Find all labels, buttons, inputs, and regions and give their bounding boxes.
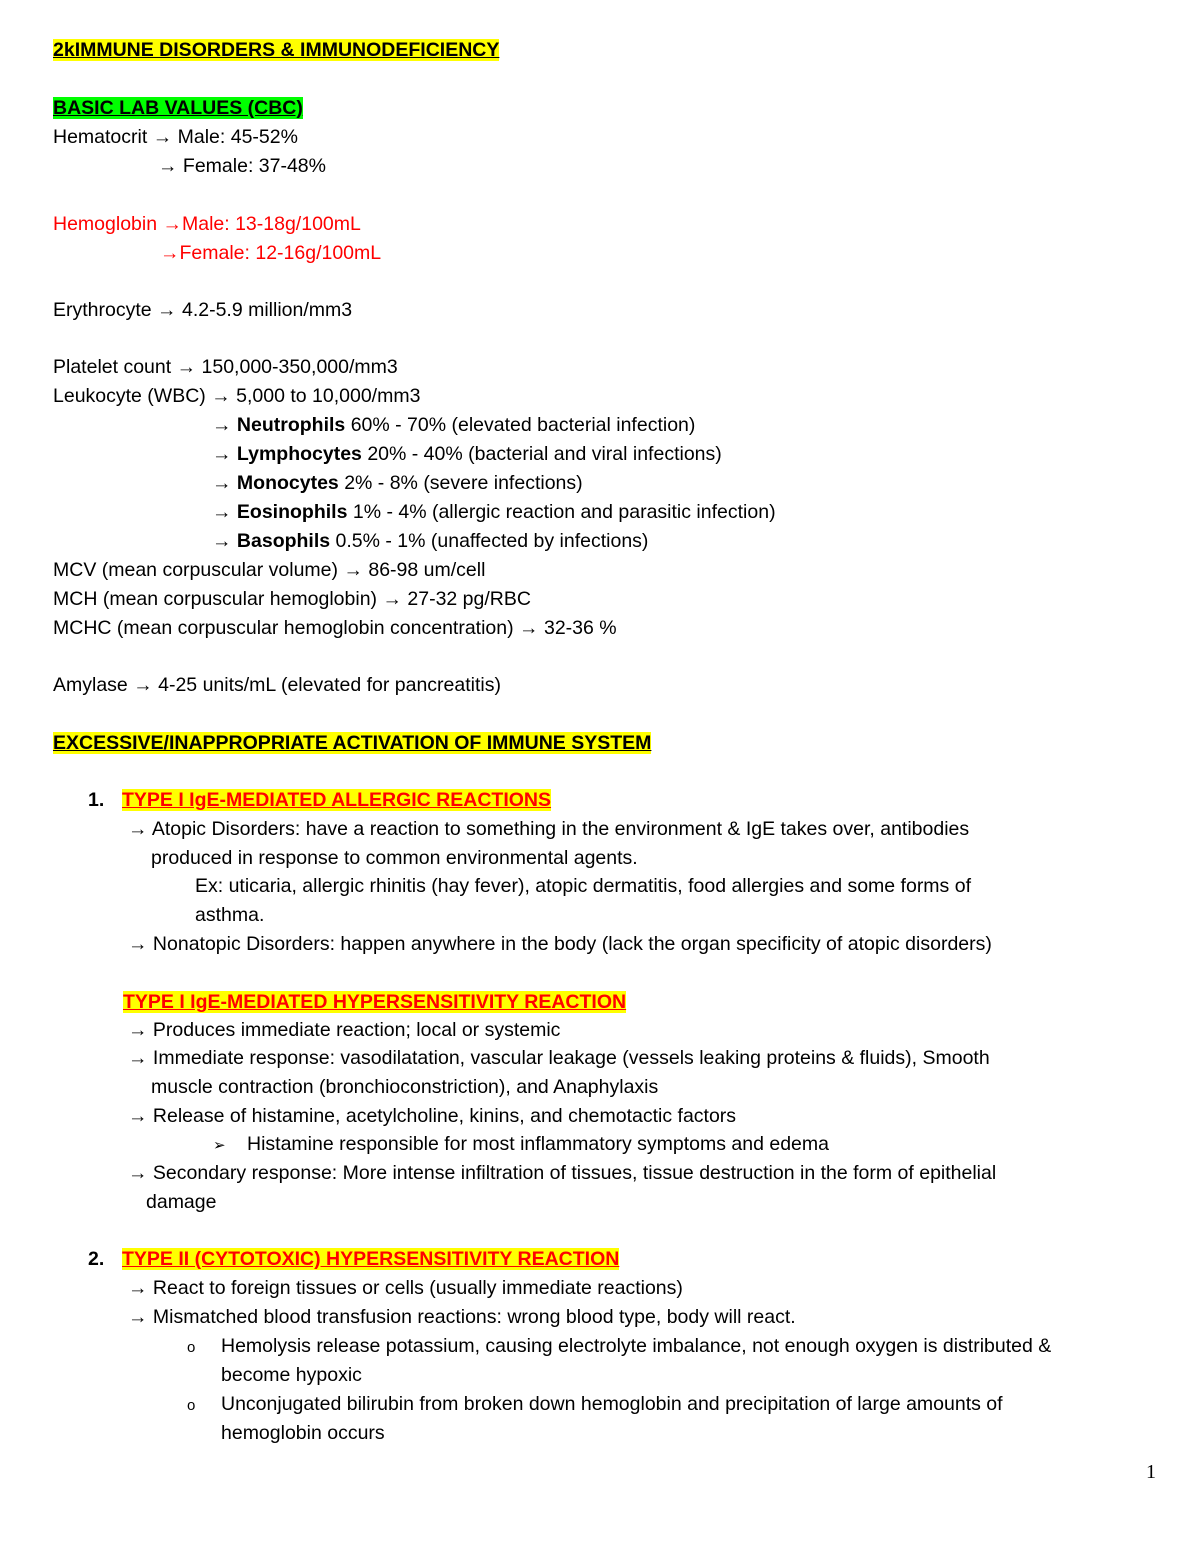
circle-bullet-icon: o: [187, 1397, 196, 1414]
leukocyte-line: Leukocyte (WBC) → 5,000 to 10,000/mm3: [53, 385, 421, 407]
wbc-neutrophils: → Neutrophils 60% - 70% (elevated bacterial infection): [212, 414, 696, 436]
hematocrit-line: Hematocrit → Male: 45-52%: [53, 126, 298, 148]
wbc-eosinophils: → Eosinophils 1% - 4% (allergic reaction and parasitic infection): [212, 501, 776, 523]
document-title: 2kIMMUNE DISORDERS & IMMUNODEFICIENCY: [53, 39, 500, 61]
arrow-icon: →: [162, 213, 182, 235]
hyper-line-4: ➢ Histamine responsible for most inflammatory symptoms and edema: [213, 1130, 829, 1160]
type1-nonatopic: → Nonatopic Disorders: happen anywhere in the body (lack the organ specificity of atopic disorders): [128, 933, 992, 955]
type2-bullet-1: o Hemolysis release potassium, causing electrolyte imbalance, not enough oxygen is distributed &: [187, 1332, 1051, 1362]
arrow-icon: →: [160, 242, 180, 264]
hemoglobin-line: Hemoglobin →Male: 13-18g/100mL: [53, 213, 361, 235]
lab-values-heading: BASIC LAB VALUES (CBC): [53, 97, 303, 119]
arrow-icon: →: [128, 1047, 148, 1069]
type2-bullet-2-cont: hemoglobin occurs: [221, 1422, 385, 1444]
hyper-line-3: → Release of histamine, acetylcholine, kinins, and chemotactic factors: [128, 1105, 737, 1127]
circle-bullet-icon: o: [187, 1339, 196, 1356]
type1-example: Ex: uticaria, allergic rhinitis (hay fever), atopic dermatitis, food allergies and some forms of: [195, 875, 971, 897]
arrow-icon: →: [128, 818, 148, 840]
section-heading: EXCESSIVE/INAPPROPRIATE ACTIVATION OF IMMUNE SYSTEM: [53, 732, 652, 754]
arrow-icon: →: [211, 385, 231, 407]
type2-line-1: → React to foreign tissues or cells (usually immediate reactions): [128, 1277, 683, 1299]
mcv-line: MCV (mean corpuscular volume) → 86-98 um/cell: [53, 559, 486, 581]
type1-atopic: → Atopic Disorders: have a reaction to something in the environment & IgE takes over, antibodies: [128, 818, 970, 840]
platelet-line: Platelet count → 150,000-350,000/mm3: [53, 356, 398, 378]
arrow-icon: →: [212, 501, 232, 523]
arrow-icon: →: [128, 933, 148, 955]
wbc-monocytes: → Monocytes 2% - 8% (severe infections): [212, 472, 583, 494]
type2-bullet-1-cont: become hypoxic: [221, 1364, 362, 1386]
arrow-icon: →: [212, 530, 232, 552]
arrow-icon: →: [152, 126, 173, 148]
hemoglobin-female-line: →Female: 12-16g/100mL: [160, 242, 382, 264]
arrow-icon: →: [133, 674, 153, 696]
arrow-icon: →: [158, 155, 178, 177]
arrow-icon: →: [343, 559, 363, 581]
erythrocyte-line: Erythrocyte → 4.2-5.9 million/mm3: [53, 299, 353, 321]
type2-heading: 2. TYPE II (CYTOTOXIC) HYPERSENSITIVITY REACTION: [88, 1248, 620, 1270]
arrow-icon: →: [128, 1105, 148, 1127]
hypersensitivity-heading: TYPE I IgE-MEDIATED HYPERSENSITIVITY REACTION: [123, 991, 627, 1013]
type1-atopic-cont: produced in response to common environmental agents.: [151, 847, 638, 869]
hyper-line-2-cont: muscle contraction (bronchioconstriction), and Anaphylaxis: [151, 1076, 659, 1098]
type2-bullet-2: o Unconjugated bilirubin from broken down hemoglobin and precipitation of large amounts of: [187, 1390, 1003, 1420]
arrow-icon: →: [128, 1019, 148, 1041]
hyper-line-1: → Produces immediate reaction; local or systemic: [128, 1019, 561, 1041]
page-number: 1: [1146, 1461, 1156, 1483]
type2-line-2: → Mismatched blood transfusion reactions: wrong blood type, body will react.: [128, 1306, 796, 1328]
arrow-icon: →: [212, 414, 232, 436]
arrow-icon: →: [128, 1277, 148, 1299]
type1-example-cont: asthma.: [195, 904, 265, 926]
hyper-line-5: → Secondary response: More intense infiltration of tissues, tissue destruction in the form of epithelial: [128, 1162, 997, 1184]
hyper-line-5-cont: damage: [146, 1191, 217, 1213]
mch-line: MCH (mean corpuscular hemoglobin) → 27-32 pg/RBC: [53, 588, 531, 610]
arrow-icon: →: [382, 588, 402, 610]
arrow-icon: →: [176, 356, 197, 378]
wbc-basophils: → Basophils 0.5% - 1% (unaffected by infections): [212, 530, 649, 552]
arrow-icon: →: [212, 443, 232, 465]
amylase-line: Amylase → 4-25 units/mL (elevated for pancreatitis): [53, 674, 501, 696]
hematocrit-female-line: → Female: 37-48%: [158, 155, 326, 177]
hyper-line-2: → Immediate response: vasodilatation, vascular leakage (vessels leaking proteins & fluids), Smooth: [128, 1047, 990, 1069]
arrow-icon: →: [128, 1162, 148, 1184]
arrow-icon: →: [212, 472, 232, 494]
arrowhead-bullet-icon: ➢: [213, 1137, 226, 1154]
mchc-line: MCHC (mean corpuscular hemoglobin concentration) → 32-36 %: [53, 617, 617, 639]
type1-heading: 1. TYPE I IgE-MEDIATED ALLERGIC REACTIONS: [88, 789, 552, 811]
arrow-icon: →: [157, 299, 177, 321]
arrow-icon: →: [128, 1306, 148, 1328]
wbc-lymphocytes: → Lymphocytes 20% - 40% (bacterial and viral infections): [212, 443, 722, 465]
arrow-icon: →: [519, 617, 539, 639]
